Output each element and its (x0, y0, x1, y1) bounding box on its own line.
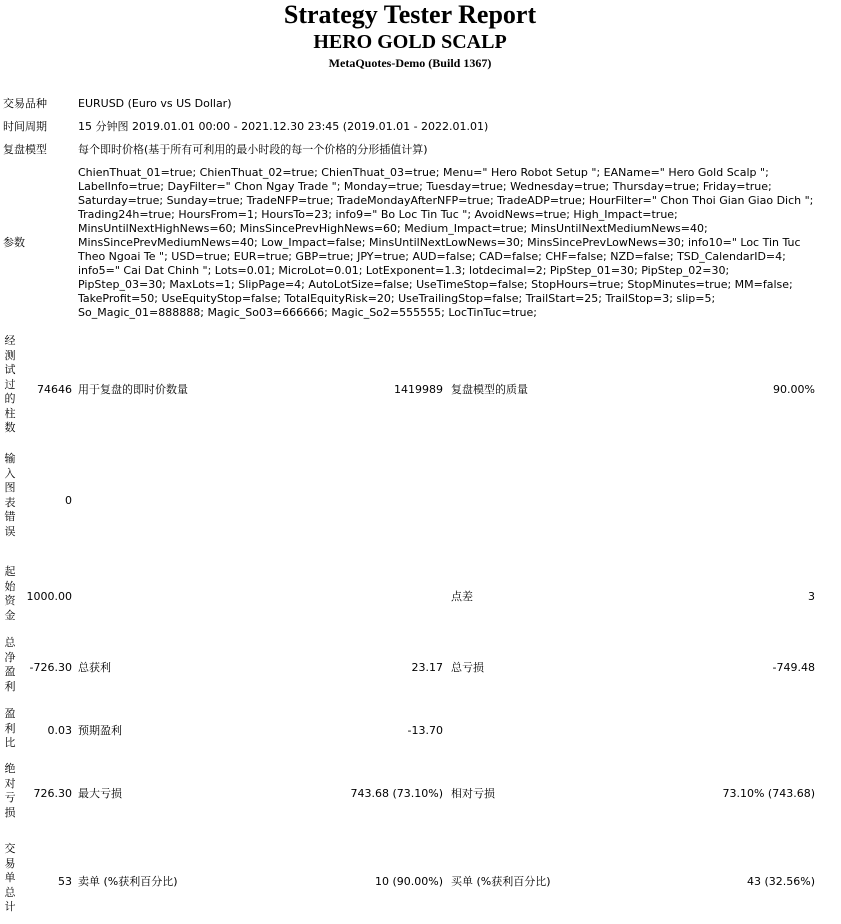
net-profit-value: -726.30 (29, 661, 72, 674)
gross-profit-value: 23.17 (411, 661, 443, 674)
short-positions-value: 10 (90.00%) (374, 875, 443, 888)
bars-label: 经测试过的柱数 (4, 334, 16, 434)
abs-drawdown-value: 726.30 (33, 787, 72, 800)
short-positions-label: 卖单 (%获利百分比) (78, 875, 178, 888)
model-value: 每个即时价格(基于所有可利用的最小时段的每一个价格的分形插值计算) (78, 143, 428, 156)
symbol-value: EURUSD (Euro vs US Dollar) (78, 97, 232, 110)
max-drawdown-label: 最大亏损 (78, 787, 122, 800)
net-profit-label: 总净盈利 (4, 636, 16, 693)
profit-factor-value: 0.03 (47, 724, 72, 737)
initial-deposit-value: 1000.00 (26, 590, 72, 603)
ticks-value: 1419989 (394, 383, 443, 396)
model-label: 复盘模型 (3, 143, 47, 156)
expected-payoff-label: 预期盈利 (78, 724, 122, 737)
gross-loss-value: -749.48 (772, 661, 815, 674)
long-positions-value: 43 (32.56%) (746, 875, 815, 888)
params-label: 参数 (3, 236, 25, 249)
initial-deposit-label: 起始资金 (4, 565, 16, 622)
symbol-label: 交易品种 (3, 97, 47, 110)
ticks-label: 用于复盘的即时价数量 (78, 383, 188, 396)
params-value: ChienThuat_01=true; ChienThuat_02=true; ChienThuat_03=true; Menu=" Hero Robot Setup "; EAName=" Hero Gold Scalp "; LabelInfo=true; DayFilter=" Chon Ngay Trade "; Monday=true; Tuesday=true; Wednesday=true; Thursday=true; Friday=true; Saturday=true; Sunday=true; TradeNFP=true; TradeMondayAfterNFP=true; TradeADP=true; HourFilter=" Chon Thoi Gian Giao Dich "; Trading24h=true; HoursFrom=1; HoursTo=23; info9=" Bo Loc Tin Tuc "; AvoidNews=true; High_Impact=true; MinsUntilNextHighNews=60; MinsSincePrevHighNews=60; Medium_Impact=true; MinsUntilNextMediumNews=40; MinsSincePrevMediumNews=40; Low_Impact=false; MinsUntilNextLowNews=30; MinsSincePrevLowNews=30; info10=" Loc Tin Tuc Theo Ngoai Te "; USD=true; EUR=true; GBP=true; JPY=true; AUD=false; CAD=false; CHF=false; NZD=false; TSD_CalendarID=4; info5=" Cai Dat Chinh "; Lots=0.01; MicroLot=0.01; LotExponent=1.3; lotdecimal=2; PipStep_01=30; PipStep_02=30; PipStep_03=30; MaxLots=1; SlipPage=4; AutoLotSize=false; UseTimeStop=false; StopHours=true; StopMinutes=true; MM=false; TakeProfit=50; UseEquityStop=false; TotalEquityRisk=20; UseTrailingStop=false; TrailStart=25; TrailStop=3; slip=5; So_Magic_01=888888; Magic_So03=666666; Magic_So2=555555; LocTinTuc=true; (78, 166, 814, 319)
server-build: MetaQuotes-Demo (Build 1367) (328, 56, 492, 70)
long-positions-label: 买单 (%获利百分比) (451, 875, 551, 888)
chart-errors-value: 0 (65, 494, 72, 507)
report-title: Strategy Tester Report (283, 0, 537, 29)
max-drawdown-value: 743.68 (73.10%) (350, 787, 443, 800)
quality-value: 90.00% (773, 383, 815, 396)
total-trades-value: 53 (58, 875, 72, 888)
profit-factor-label: 盈利比 (4, 707, 16, 749)
gross-loss-label: 总亏损 (451, 661, 484, 674)
period-value: 15 分钟图 2019.01.01 00:00 - 2021.12.30 23:45 (2019.01.01 - 2022.01.01) (78, 120, 489, 133)
period-label: 时间周期 (3, 120, 47, 133)
bars-value: 74646 (37, 383, 72, 396)
expert-name: HERO GOLD SCALP (313, 31, 507, 53)
total-trades-label: 交易单总计 (4, 842, 16, 913)
gross-profit-label: 总获利 (78, 661, 111, 674)
quality-label: 复盘模型的质量 (451, 383, 528, 396)
spread-value: 3 (808, 590, 815, 603)
rel-drawdown-label: 相对亏损 (451, 787, 495, 800)
rel-drawdown-value: 73.10% (743.68) (722, 787, 815, 800)
expected-payoff-value: -13.70 (407, 724, 443, 737)
chart-errors-label: 输入图表错误 (4, 452, 16, 538)
spread-label: 点差 (451, 590, 473, 603)
abs-drawdown-label: 绝对亏损 (4, 762, 16, 819)
